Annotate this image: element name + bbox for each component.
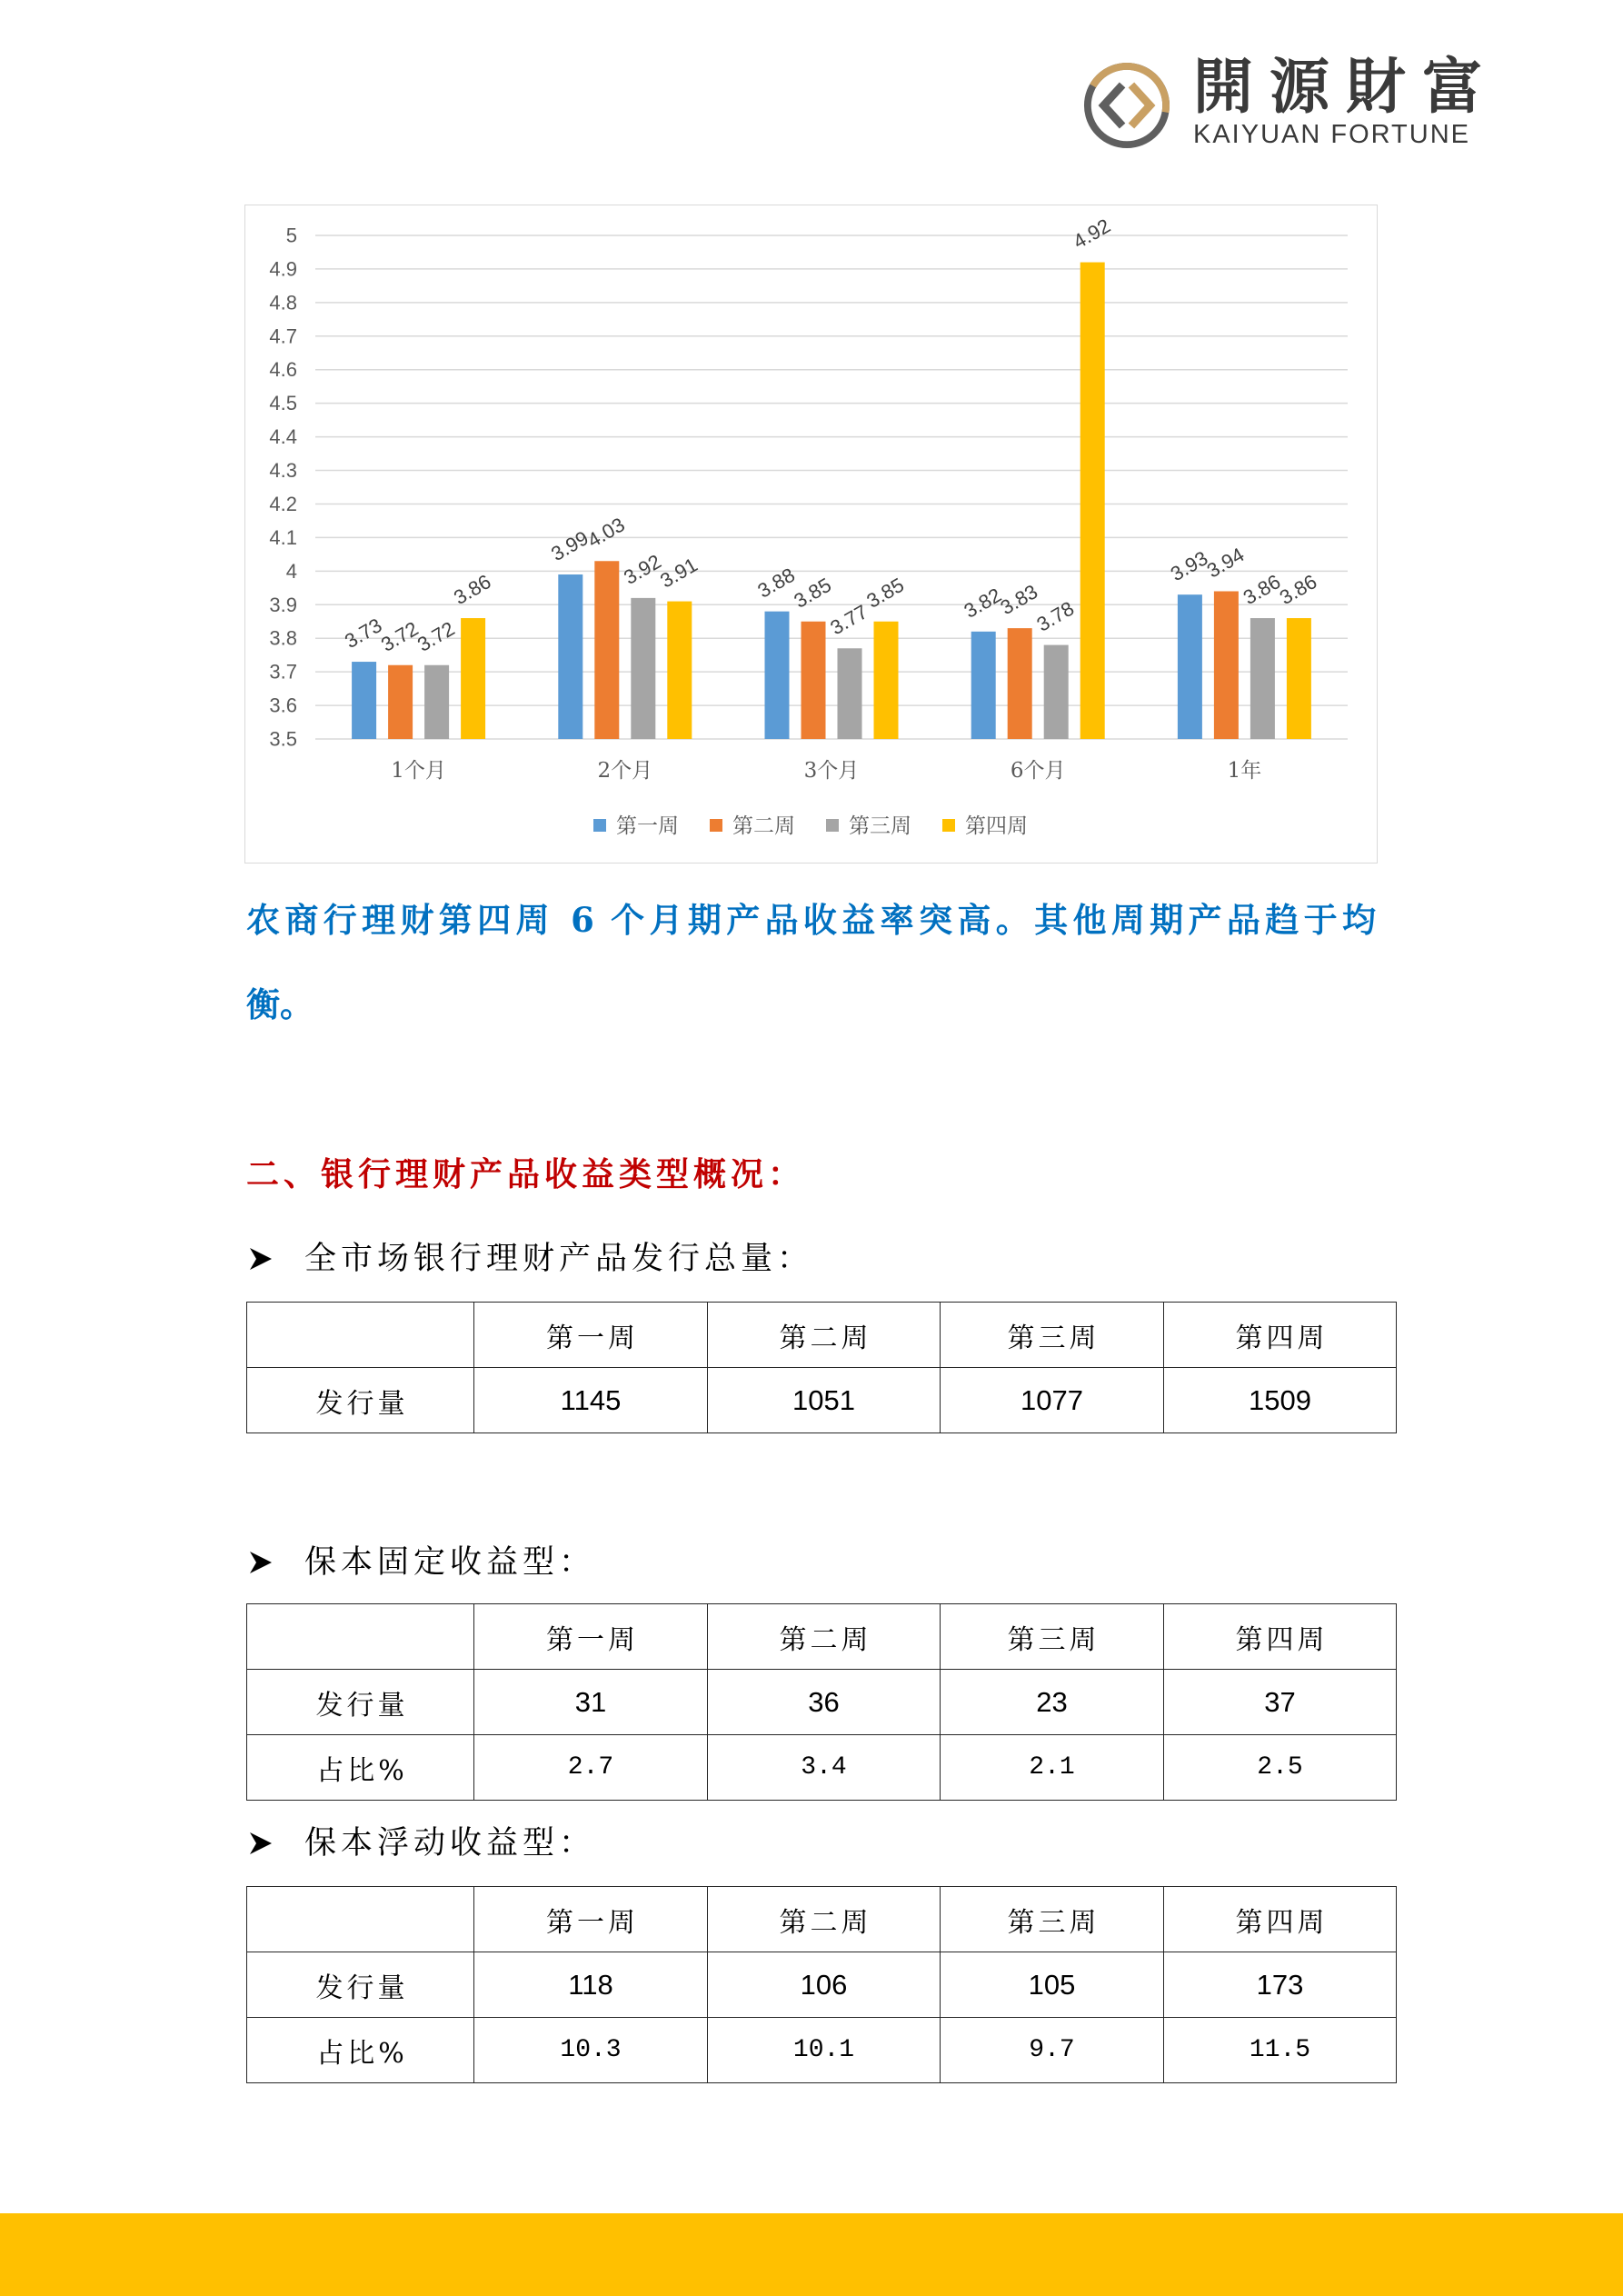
data-label-series4-cat1: 3.86 xyxy=(449,570,495,610)
bullet-label: 保本浮动收益型： xyxy=(304,1825,596,1862)
table-cell: 11.5 xyxy=(1164,2018,1397,2083)
table-header-cell: 第三周 xyxy=(941,1887,1164,1952)
y-tick-label: 4.9 xyxy=(269,257,297,281)
table-header-cell: 第三周 xyxy=(941,1303,1164,1368)
table-cell: 10.1 xyxy=(708,2018,941,2083)
arrowhead-bullet-icon xyxy=(249,1247,273,1271)
summary-line: 衡。 xyxy=(246,984,314,1024)
data-label-series3-cat5: 3.86 xyxy=(1239,570,1285,610)
bar-series4-cat2 xyxy=(667,602,692,739)
table-cell: 118 xyxy=(474,1952,708,2018)
table-header-row xyxy=(247,1303,1397,1368)
bullet-label: 全市场银行理财产品发行总量： xyxy=(304,1241,814,1277)
table-cell: 2.7 xyxy=(474,1735,708,1801)
bar-series1-cat1 xyxy=(352,662,376,739)
table-header-cell: 第三周 xyxy=(941,1604,1164,1670)
y-tick-label: 4.4 xyxy=(269,425,297,449)
legend-label-series1: 第一周 xyxy=(616,814,679,838)
table-cell: 36 xyxy=(708,1670,941,1735)
x-category-label: 6个月 xyxy=(1010,759,1066,783)
table-header-cell: 第一周 xyxy=(474,1887,708,1952)
data-label-series1-cat2: 3.99 xyxy=(547,526,592,566)
table-header-cell: 第二周 xyxy=(708,1604,941,1670)
table-cell: 1145 xyxy=(474,1368,708,1433)
table-row-label: 占比% xyxy=(247,1735,474,1801)
table-cell: 3.4 xyxy=(708,1735,941,1801)
y-tick-label: 4.8 xyxy=(269,291,297,314)
y-tick-label: 4.2 xyxy=(269,492,297,515)
data-label-series4-cat4: 4.92 xyxy=(1069,214,1115,254)
table-header-cell: 第四周 xyxy=(1164,1303,1397,1368)
bar-series3-cat4 xyxy=(1044,645,1069,739)
y-tick-label: 4.5 xyxy=(269,392,297,415)
bullet-item xyxy=(246,1822,1378,1865)
kaiyuan-fortune-logo-icon xyxy=(1082,61,1171,150)
table-cell: 10.3 xyxy=(474,2018,708,2083)
table-cell: 105 xyxy=(941,1952,1164,2018)
logo-right-chevron xyxy=(1131,85,1150,125)
table-cell: 106 xyxy=(708,1952,941,2018)
data-label-series2-cat5: 3.94 xyxy=(1202,543,1249,583)
table-cell: 9.7 xyxy=(941,2018,1164,2083)
bar-series2-cat4 xyxy=(1008,628,1032,739)
table-cell: 37 xyxy=(1164,1670,1397,1735)
legend-swatch-series2 xyxy=(710,819,722,832)
table-header-cell: 第二周 xyxy=(708,1303,941,1368)
bar-series2-cat2 xyxy=(594,561,619,739)
x-category-label: 2个月 xyxy=(597,759,653,783)
data-label-series2-cat3: 3.85 xyxy=(790,573,835,613)
table-row xyxy=(247,2018,1397,2083)
table-cell: 1051 xyxy=(708,1368,941,1433)
x-category-label: 3个月 xyxy=(803,759,860,783)
bullet-item xyxy=(246,1237,1378,1281)
table-row xyxy=(247,1368,1397,1433)
bar-series1-cat4 xyxy=(971,632,996,739)
table-header-cell: 第四周 xyxy=(1164,1887,1397,1952)
table-row-label: 发行量 xyxy=(247,1952,474,2018)
bar-series1-cat3 xyxy=(765,612,790,739)
data-label-series1-cat3: 3.88 xyxy=(753,563,799,603)
logo-name-english: KAIYUAN FORTUNE xyxy=(1193,120,1471,149)
data-label-series4-cat3: 3.85 xyxy=(862,573,908,613)
data-label-series4-cat2: 3.91 xyxy=(656,553,702,593)
data-label-series1-cat5: 3.93 xyxy=(1166,546,1212,586)
chart-container xyxy=(244,205,1378,863)
y-tick-label: 3.8 xyxy=(269,626,297,650)
guaranteed-floating-income-table xyxy=(246,1886,1397,2083)
bar-series4-cat5 xyxy=(1287,618,1311,739)
bullet-label: 保本固定收益型： xyxy=(304,1544,596,1581)
table-cell: 2.1 xyxy=(941,1735,1164,1801)
table-header-row xyxy=(247,1604,1397,1670)
data-label-series3-cat4: 3.78 xyxy=(1032,596,1079,636)
bar-series1-cat5 xyxy=(1178,594,1202,739)
section-heading: 二、银行理财产品收益类型概况： xyxy=(246,1155,806,1193)
chart-legend xyxy=(593,814,1028,838)
bar-series2-cat1 xyxy=(388,665,413,739)
table-cell: 1077 xyxy=(941,1368,1164,1433)
table-row xyxy=(247,1735,1397,1801)
bar-chart xyxy=(245,205,1377,863)
x-axis-category-labels xyxy=(391,759,1261,783)
y-tick-label: 3.9 xyxy=(269,593,297,616)
bar-series4-cat3 xyxy=(874,622,899,739)
arrowhead-bullet-icon xyxy=(249,1551,273,1574)
table-corner-cell xyxy=(247,1604,474,1670)
footer-bar xyxy=(0,2213,1623,2296)
data-label-series2-cat4: 3.83 xyxy=(996,580,1042,620)
table-header-cell: 第一周 xyxy=(474,1303,708,1368)
chart-data-labels xyxy=(341,215,1320,656)
total-issuance-table xyxy=(246,1302,1397,1433)
legend-swatch-series4 xyxy=(942,819,955,832)
data-label-series3-cat2: 3.92 xyxy=(620,549,665,589)
bar-series4-cat1 xyxy=(461,618,485,739)
bar-series1-cat2 xyxy=(558,574,582,739)
bar-series3-cat5 xyxy=(1250,618,1275,739)
y-tick-label: 3.5 xyxy=(269,727,297,751)
data-label-series1-cat4: 3.82 xyxy=(960,583,1006,623)
table-row xyxy=(247,1670,1397,1735)
data-label-series4-cat5: 3.86 xyxy=(1275,570,1321,610)
y-axis-tick-labels xyxy=(269,225,297,751)
table-cell: 23 xyxy=(941,1670,1164,1735)
table-header-cell: 第一周 xyxy=(474,1604,708,1670)
table-row-label: 发行量 xyxy=(247,1368,474,1433)
bar-series3-cat1 xyxy=(424,665,449,739)
table-header-row xyxy=(247,1887,1397,1952)
bar-series3-cat2 xyxy=(631,598,655,739)
table-corner-cell xyxy=(247,1303,474,1368)
y-tick-label: 3.6 xyxy=(269,694,297,717)
y-tick-label: 4.6 xyxy=(269,358,297,382)
bar-series3-cat3 xyxy=(838,648,862,739)
bullet-item xyxy=(246,1541,1378,1584)
bar-series4-cat4 xyxy=(1080,263,1105,739)
data-label-series1-cat1: 3.73 xyxy=(340,614,386,654)
y-tick-label: 4.1 xyxy=(269,525,297,549)
table-row-label: 占比% xyxy=(247,2018,474,2083)
logo-left-chevron xyxy=(1104,85,1123,125)
table-cell: 1509 xyxy=(1164,1368,1397,1433)
y-tick-label: 4 xyxy=(285,559,297,583)
summary-line: 农商行理财第四周 6 个月期产品收益率突高。其他周期产品趋于均 xyxy=(246,900,1376,940)
table-cell: 31 xyxy=(474,1670,708,1735)
y-tick-label: 3.7 xyxy=(269,660,297,684)
table-corner-cell xyxy=(247,1887,474,1952)
data-label-series3-cat3: 3.77 xyxy=(826,600,871,640)
legend-label-series2: 第二周 xyxy=(732,814,795,838)
table-cell: 2.5 xyxy=(1164,1735,1397,1801)
x-category-label: 1个月 xyxy=(391,759,446,783)
y-tick-label: 4.7 xyxy=(269,324,297,348)
y-tick-label: 5 xyxy=(285,224,297,247)
y-tick-label: 4.3 xyxy=(269,459,297,483)
bar-series2-cat3 xyxy=(802,622,826,739)
chart-bars xyxy=(352,263,1311,739)
table-row xyxy=(247,1952,1397,2018)
legend-swatch-series3 xyxy=(826,819,839,832)
x-category-label: 1年 xyxy=(1227,759,1262,783)
arrowhead-bullet-icon xyxy=(249,1832,273,1855)
table-header-cell: 第四周 xyxy=(1164,1604,1397,1670)
data-label-series2-cat2: 4.03 xyxy=(583,513,629,553)
legend-label-series3: 第三周 xyxy=(849,814,911,838)
logo-name-chinese: 開源財富 xyxy=(1193,52,1499,122)
bar-series2-cat5 xyxy=(1214,591,1239,739)
legend-label-series4: 第四周 xyxy=(965,814,1028,838)
guaranteed-fixed-income-table xyxy=(246,1603,1397,1801)
data-label-series2-cat1: 3.72 xyxy=(376,616,423,656)
data-label-series3-cat1: 3.72 xyxy=(413,616,459,656)
table-header-cell: 第二周 xyxy=(708,1887,941,1952)
table-row-label: 发行量 xyxy=(247,1670,474,1735)
table-cell: 173 xyxy=(1164,1952,1397,2018)
legend-swatch-series1 xyxy=(593,819,606,832)
